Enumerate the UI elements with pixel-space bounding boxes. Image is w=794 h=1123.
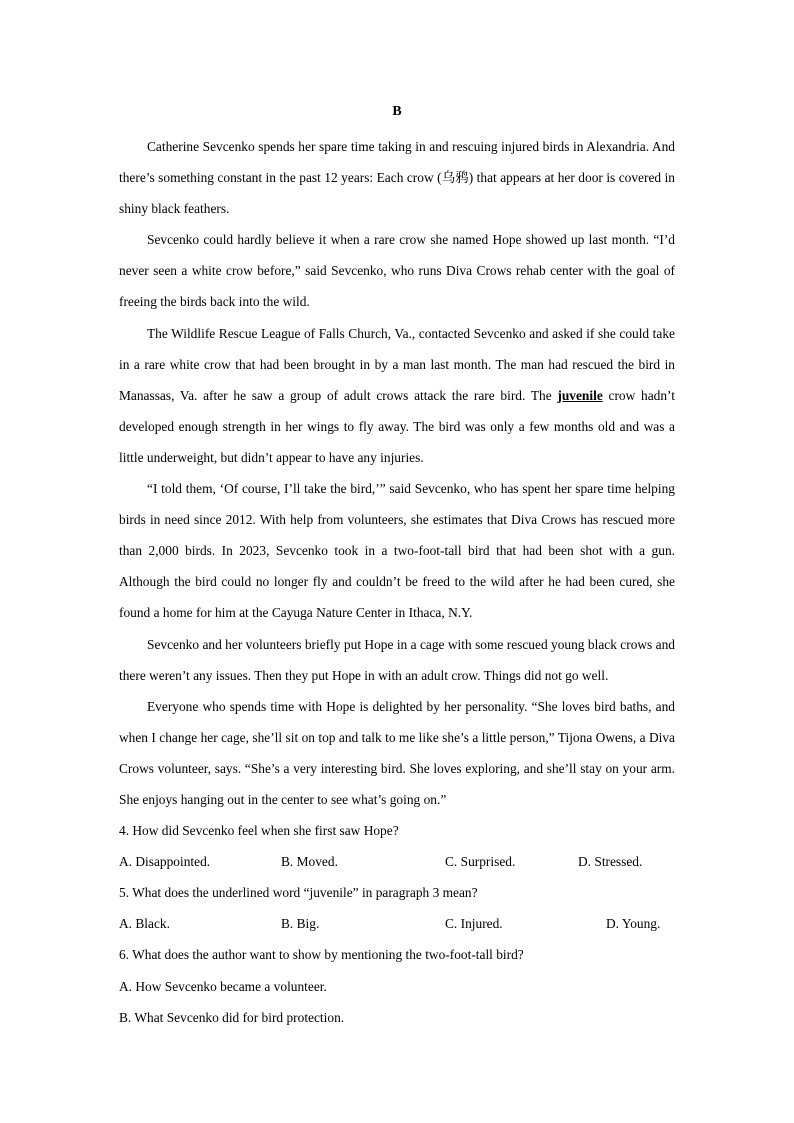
question-6-stem: 6. What does the author want to show by mentioning the two-foot-tall bird? bbox=[119, 947, 524, 963]
passage-paragraph-5: Sevcenko and her volunteers briefly put Hope in a cage with some rescued young black crows and there weren’t any issues. Then they put Hope in with an adult crow. Things did not go well. bbox=[119, 636, 675, 683]
question-6-option-b: B. What Sevcenko did for bird protection. bbox=[119, 1009, 345, 1025]
question-6-option-a: A. How Sevcenko became a volunteer. bbox=[119, 978, 327, 994]
question-5-options bbox=[119, 908, 675, 939]
question-5-option-c: C. Injured. bbox=[445, 916, 503, 932]
question-4-options bbox=[119, 846, 675, 877]
section-title: B bbox=[392, 104, 402, 119]
question-5-stem: 5. What does the underlined word “juvenile” in paragraph 3 mean? bbox=[119, 885, 478, 901]
question-4-stem: 4. How did Sevcenko feel when she first saw Hope? bbox=[119, 823, 399, 839]
question-5-option-b: B. Big. bbox=[281, 916, 320, 932]
paragraph-3-text-before: The Wildlife Rescue League of Falls Church, Va., contacted Sevcenko and asked if she could take in a rare white crow that had been brought in by a man last month. The man had rescued the bird in Manassas, Va. after he saw a group of adult crows attack the rare bird. The bbox=[119, 325, 675, 403]
passage-paragraph-3 bbox=[119, 318, 675, 473]
document-page bbox=[119, 100, 675, 1033]
passage-paragraph-2: Sevcenko could hardly believe it when a rare crow she named Hope showed up last month. “I’d never seen a white crow before,” said Sevcenko, who runs Diva Crows rehab center with the goal of freeing the birds back into the wild. bbox=[119, 232, 675, 310]
paragraph-3-text-after: crow hadn’t developed enough strength in her wings to fly away. The bird was only a few months old and was a little underweight, but didn’t appear to have any injuries. bbox=[119, 387, 675, 465]
question-4-option-a: A. Disappointed. bbox=[119, 854, 211, 870]
underlined-word-juvenile: juvenile bbox=[557, 387, 603, 403]
question-5-option-d: D. Young. bbox=[606, 916, 661, 932]
question-5-option-a: A. Black. bbox=[119, 916, 170, 932]
passage-paragraph-4: “I told them, ‘Of course, I’ll take the bird,’” said Sevcenko, who has spent her spare time helping birds in need since 2012. With help from volunteers, she estimates that Diva Crows has rescued more than 2,000 birds. In 2023, Sevcenko took in a two-foot-tall bird that had been shot with a gun. Although the bird could no longer fly and couldn’t be freed to the wild after he had been cured, she found a home for him at the Cayuga Nature Center in Ithaca, N.Y. bbox=[119, 481, 675, 621]
passage-paragraph-1: Catherine Sevcenko spends her spare time taking in and rescuing injured birds in Alexandria. And there’s something constant in the past 12 years: Each crow (乌鸦) that appears at her door is covered in shiny black feathers. bbox=[119, 139, 675, 217]
question-4-option-b: B. Moved. bbox=[281, 854, 338, 870]
question-4-option-c: C. Surprised. bbox=[445, 854, 516, 870]
passage-paragraph-6: Everyone who spends time with Hope is delighted by her personality. “She loves bird baths, and when I change her cage, she’ll sit on top and talk to me like she’s a little person,” Tijona Owens, a Diva Crows volunteer, says. “She’s a very interesting bird. She loves exploring, and she’ll stay on your arm. She enjoys hanging out in the center to see what’s going on.” bbox=[119, 698, 675, 807]
question-4-option-d: D. Stressed. bbox=[578, 854, 643, 870]
